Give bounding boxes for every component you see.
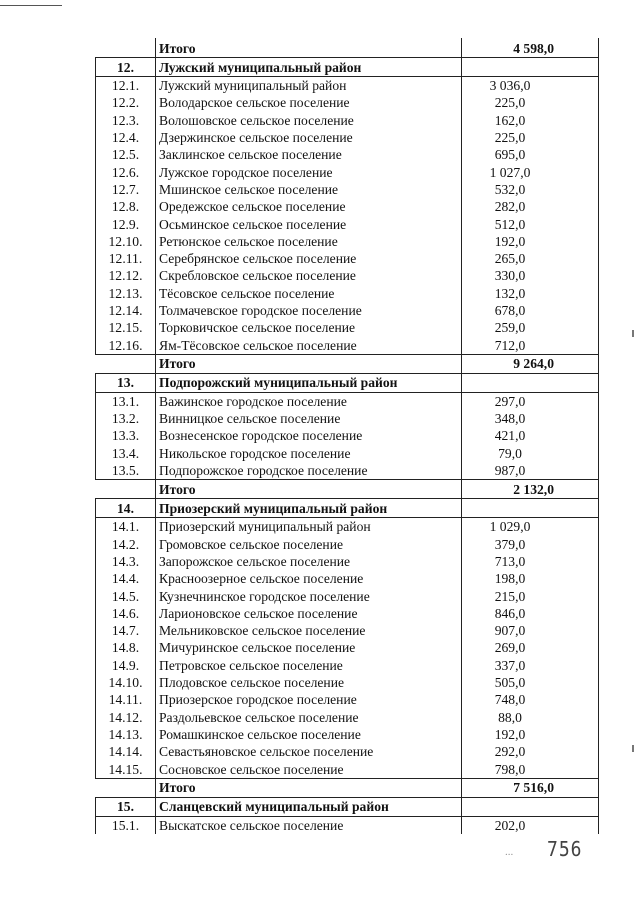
section-number: 14. xyxy=(96,499,156,518)
row-value: 330,0 xyxy=(462,267,599,284)
row-value: 297,0 xyxy=(462,392,599,410)
row-number: 12.8. xyxy=(96,198,156,215)
row-name: Выскатское сельское поселение xyxy=(156,816,462,834)
row-name: Мичуринское сельское поселение xyxy=(156,639,462,656)
row-number: 15.1. xyxy=(96,816,156,834)
row-value: 712,0 xyxy=(462,336,599,354)
row-value: 846,0 xyxy=(462,605,599,622)
row-name: Торковичское сельское поселение xyxy=(156,319,462,336)
row-name: Подпорожское городское поселение xyxy=(156,462,462,480)
section-header-row xyxy=(96,58,599,77)
table-row xyxy=(96,587,599,604)
total-num-cell xyxy=(96,778,156,797)
row-value: 79,0 xyxy=(462,445,599,462)
table-row xyxy=(96,657,599,674)
table-row xyxy=(96,726,599,743)
row-name: Ларионовское сельское поселение xyxy=(156,605,462,622)
row-number: 13.3. xyxy=(96,427,156,444)
row-value: 1 027,0 xyxy=(462,163,599,180)
row-name: Сосновское сельское поселение xyxy=(156,760,462,778)
row-number: 13.5. xyxy=(96,462,156,480)
row-number: 14.11. xyxy=(96,691,156,708)
section-header-row xyxy=(96,499,599,518)
row-value: 532,0 xyxy=(462,181,599,198)
table-row xyxy=(96,674,599,691)
row-name: Толмачевское городское поселение xyxy=(156,302,462,319)
table-row xyxy=(96,743,599,760)
row-value: 265,0 xyxy=(462,250,599,267)
table-row xyxy=(96,77,599,95)
table-row xyxy=(96,198,599,215)
row-number: 12.14. xyxy=(96,302,156,319)
table-row xyxy=(96,553,599,570)
row-number: 14.8. xyxy=(96,639,156,656)
total-row xyxy=(96,354,599,373)
total-row xyxy=(96,480,599,499)
row-number: 13.2. xyxy=(96,410,156,427)
row-name: Тёсовское сельское поселение xyxy=(156,285,462,302)
row-value: 88,0 xyxy=(462,709,599,726)
row-number: 12.1. xyxy=(96,77,156,95)
row-number: 14.1. xyxy=(96,518,156,536)
row-value: 379,0 xyxy=(462,536,599,553)
row-value: 505,0 xyxy=(462,674,599,691)
table-row xyxy=(96,622,599,639)
total-label: Итого xyxy=(156,778,462,797)
row-name: Петровское сельское поселение xyxy=(156,657,462,674)
row-value: 215,0 xyxy=(462,587,599,604)
row-name: Лужское городское поселение xyxy=(156,163,462,180)
row-name: Приозерский муниципальный район xyxy=(156,518,462,536)
row-name: Скребловское сельское поселение xyxy=(156,267,462,284)
table-body xyxy=(96,39,599,834)
row-value: 225,0 xyxy=(462,129,599,146)
row-value: 259,0 xyxy=(462,319,599,336)
row-number: 14.2. xyxy=(96,536,156,553)
row-value: 987,0 xyxy=(462,462,599,480)
row-value: 282,0 xyxy=(462,198,599,215)
section-value-cell xyxy=(462,797,599,816)
total-num-cell xyxy=(96,39,156,58)
total-num-cell xyxy=(96,354,156,373)
row-number: 14.15. xyxy=(96,760,156,778)
row-number: 13.4. xyxy=(96,445,156,462)
row-value: 225,0 xyxy=(462,94,599,111)
row-value: 512,0 xyxy=(462,215,599,232)
table-row xyxy=(96,427,599,444)
row-value: 421,0 xyxy=(462,427,599,444)
table-row xyxy=(96,94,599,111)
row-value: 678,0 xyxy=(462,302,599,319)
row-name: Севастьяновское сельское поселение xyxy=(156,743,462,760)
section-title: Лужский муниципальный район xyxy=(156,58,462,77)
section-title: Приозерский муниципальный район xyxy=(156,499,462,518)
row-value: 348,0 xyxy=(462,410,599,427)
row-value: 192,0 xyxy=(462,233,599,250)
row-value: 198,0 xyxy=(462,570,599,587)
section-header-row xyxy=(96,373,599,392)
total-value: 7 516,0 xyxy=(462,778,599,797)
row-name: Кузнечнинское городское поселение xyxy=(156,587,462,604)
row-value: 695,0 xyxy=(462,146,599,163)
total-value: 4 598,0 xyxy=(462,39,599,58)
table-row xyxy=(96,112,599,129)
row-name: Плодовское сельское поселение xyxy=(156,674,462,691)
row-name: Оредежское сельское поселение xyxy=(156,198,462,215)
total-value: 2 132,0 xyxy=(462,480,599,499)
row-number: 14.7. xyxy=(96,622,156,639)
table-row xyxy=(96,536,599,553)
scan-dots: ... xyxy=(505,846,514,858)
row-value: 798,0 xyxy=(462,760,599,778)
row-number: 12.4. xyxy=(96,129,156,146)
table-row xyxy=(96,129,599,146)
row-number: 12.11. xyxy=(96,250,156,267)
row-number: 12.2. xyxy=(96,94,156,111)
table-row xyxy=(96,691,599,708)
section-title: Подпорожский муниципальный район xyxy=(156,373,462,392)
row-number: 14.6. xyxy=(96,605,156,622)
row-value: 132,0 xyxy=(462,285,599,302)
row-number: 12.6. xyxy=(96,163,156,180)
section-header-row xyxy=(96,797,599,816)
table-row xyxy=(96,250,599,267)
table-row xyxy=(96,709,599,726)
row-value: 748,0 xyxy=(462,691,599,708)
row-value: 3 036,0 xyxy=(462,77,599,95)
table-row xyxy=(96,267,599,284)
row-number: 14.12. xyxy=(96,709,156,726)
row-number: 14.5. xyxy=(96,587,156,604)
scan-corner-mark xyxy=(0,0,62,6)
table-row xyxy=(96,163,599,180)
table-row xyxy=(96,146,599,163)
scan-speck xyxy=(632,745,634,752)
section-number: 13. xyxy=(96,373,156,392)
total-label: Итого xyxy=(156,354,462,373)
table-row xyxy=(96,816,599,834)
row-name: Винницкое сельское поселение xyxy=(156,410,462,427)
total-num-cell xyxy=(96,480,156,499)
section-number: 12. xyxy=(96,58,156,77)
row-name: Вознесенское городское поселение xyxy=(156,427,462,444)
row-number: 14.14. xyxy=(96,743,156,760)
row-value: 192,0 xyxy=(462,726,599,743)
table-row xyxy=(96,445,599,462)
row-number: 12.5. xyxy=(96,146,156,163)
row-name: Красноозерное сельское поселение xyxy=(156,570,462,587)
row-name: Приозерское городское поселение xyxy=(156,691,462,708)
table-row xyxy=(96,410,599,427)
row-name: Никольское городское поселение xyxy=(156,445,462,462)
row-name: Мшинское сельское поселение xyxy=(156,181,462,198)
budget-allocation-table xyxy=(95,38,599,834)
row-name: Осьминское сельское поселение xyxy=(156,215,462,232)
row-name: Запорожское сельское поселение xyxy=(156,553,462,570)
row-number: 12.3. xyxy=(96,112,156,129)
row-name: Володарское сельское поселение xyxy=(156,94,462,111)
row-value: 269,0 xyxy=(462,639,599,656)
row-value: 907,0 xyxy=(462,622,599,639)
row-name: Лужский муниципальный район xyxy=(156,77,462,95)
row-number: 12.7. xyxy=(96,181,156,198)
row-name: Важинское городское поселение xyxy=(156,392,462,410)
row-number: 14.3. xyxy=(96,553,156,570)
row-name: Ям-Тёсовское сельское поселение xyxy=(156,336,462,354)
row-number: 12.13. xyxy=(96,285,156,302)
page-number: 756 xyxy=(547,837,583,862)
row-name: Волошовское сельское поселение xyxy=(156,112,462,129)
row-name: Громовское сельское поселение xyxy=(156,536,462,553)
section-value-cell xyxy=(462,499,599,518)
section-number: 15. xyxy=(96,797,156,816)
table-row xyxy=(96,181,599,198)
row-name: Заклинское сельское поселение xyxy=(156,146,462,163)
row-value: 1 029,0 xyxy=(462,518,599,536)
total-label: Итого xyxy=(156,39,462,58)
total-row xyxy=(96,39,599,58)
row-name: Мельниковское сельское поселение xyxy=(156,622,462,639)
table-row xyxy=(96,285,599,302)
row-name: Ромашкинское сельское поселение xyxy=(156,726,462,743)
table-row xyxy=(96,760,599,778)
table-row xyxy=(96,605,599,622)
row-number: 14.4. xyxy=(96,570,156,587)
total-label: Итого xyxy=(156,480,462,499)
table-row xyxy=(96,302,599,319)
total-row xyxy=(96,778,599,797)
table-row xyxy=(96,392,599,410)
row-number: 12.12. xyxy=(96,267,156,284)
row-value: 162,0 xyxy=(462,112,599,129)
row-name: Дзержинское сельское поселение xyxy=(156,129,462,146)
section-value-cell xyxy=(462,373,599,392)
scan-speck xyxy=(632,330,634,337)
table-row xyxy=(96,570,599,587)
row-name: Ретюнское сельское поселение xyxy=(156,233,462,250)
row-number: 14.13. xyxy=(96,726,156,743)
table-row xyxy=(96,462,599,480)
section-title: Сланцевский муниципальный район xyxy=(156,797,462,816)
row-value: 202,0 xyxy=(462,816,599,834)
row-number: 12.15. xyxy=(96,319,156,336)
row-number: 12.16. xyxy=(96,336,156,354)
table-row xyxy=(96,233,599,250)
row-number: 14.9. xyxy=(96,657,156,674)
row-number: 13.1. xyxy=(96,392,156,410)
table-row xyxy=(96,319,599,336)
row-value: 713,0 xyxy=(462,553,599,570)
table-row xyxy=(96,518,599,536)
row-value: 292,0 xyxy=(462,743,599,760)
table-row xyxy=(96,215,599,232)
table-row xyxy=(96,336,599,354)
section-value-cell xyxy=(462,58,599,77)
row-number: 14.10. xyxy=(96,674,156,691)
row-number: 12.10. xyxy=(96,233,156,250)
row-value: 337,0 xyxy=(462,657,599,674)
row-name: Раздольевское сельское поселение xyxy=(156,709,462,726)
table-row xyxy=(96,639,599,656)
row-name: Серебрянское сельское поселение xyxy=(156,250,462,267)
total-value: 9 264,0 xyxy=(462,354,599,373)
row-number: 12.9. xyxy=(96,215,156,232)
